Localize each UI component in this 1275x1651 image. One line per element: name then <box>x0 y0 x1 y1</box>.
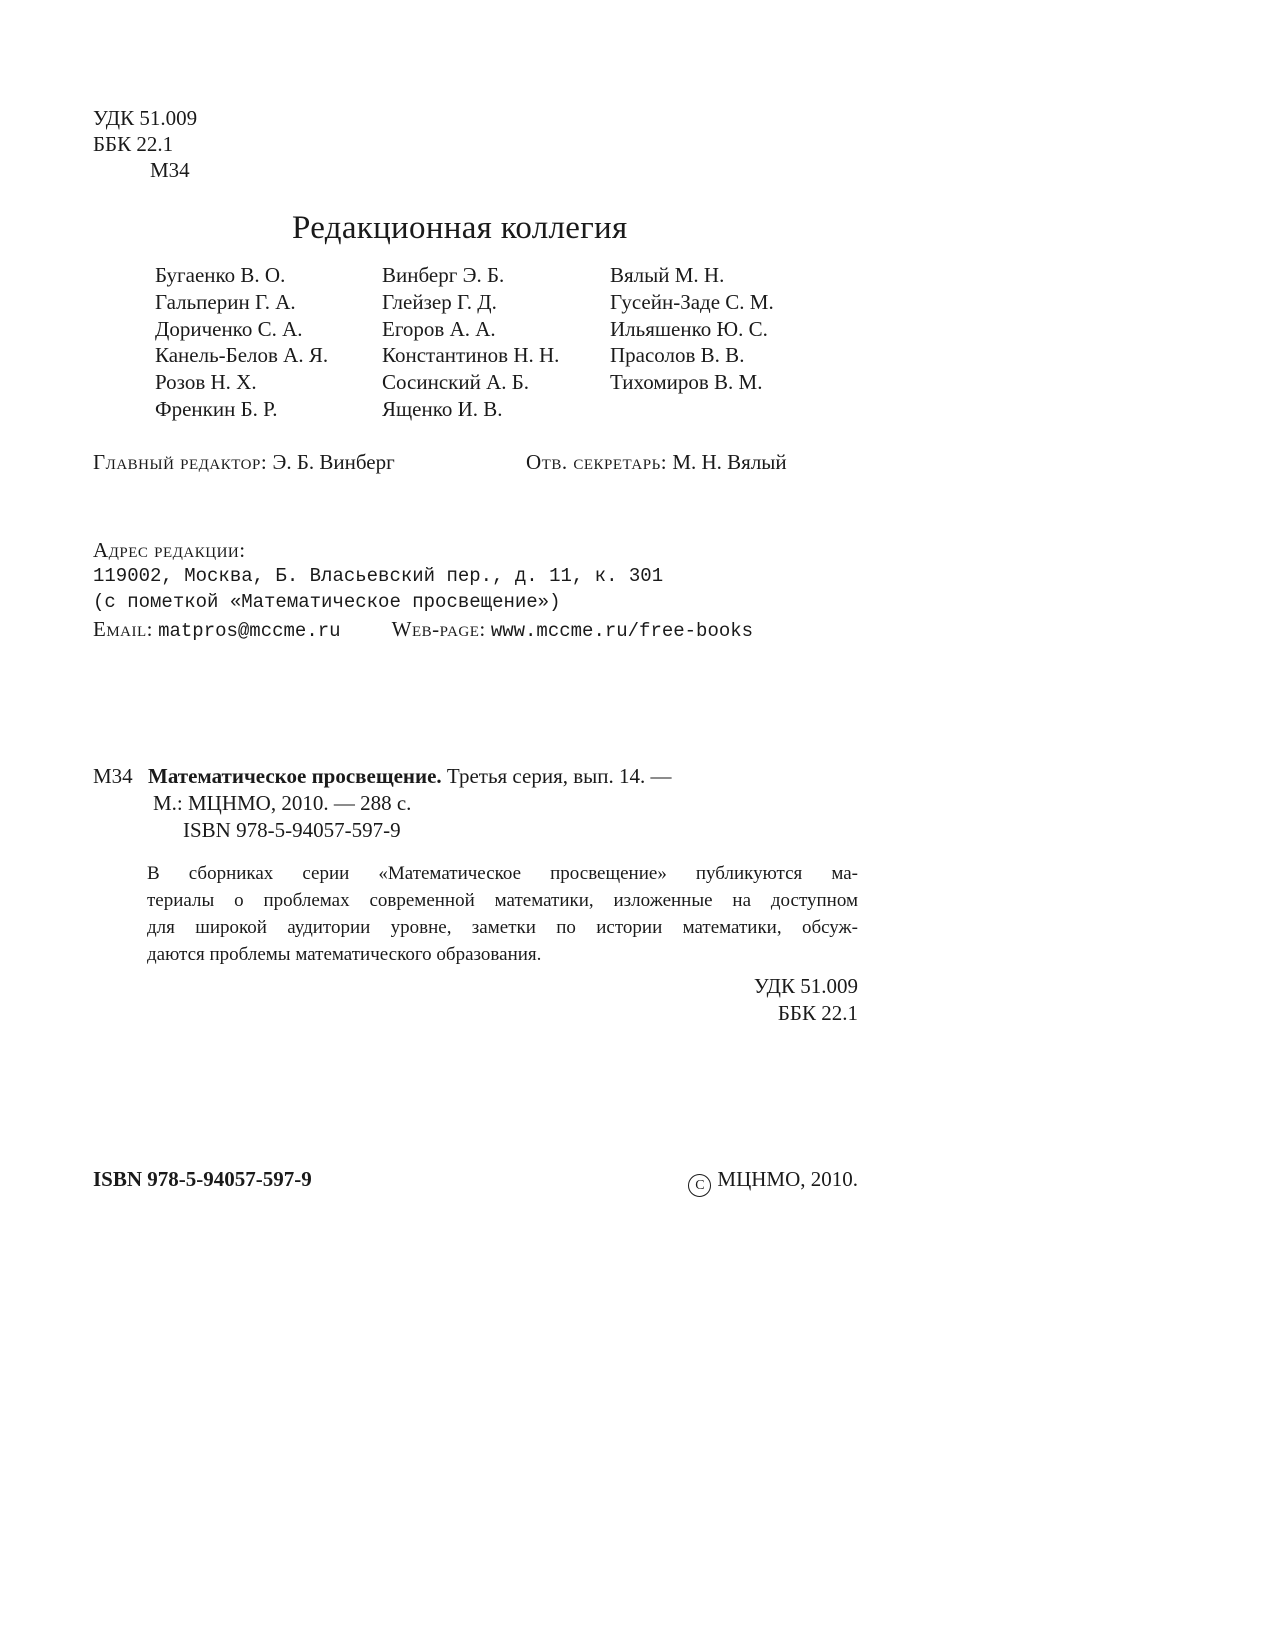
bbk-code: ББК 22.1 <box>777 1001 858 1025</box>
bbk-code: ББК 22.1 <box>93 132 174 156</box>
secretary-label: Отв. секретарь: <box>526 450 668 474</box>
copyright <box>664 1166 858 1197</box>
editor-chief <box>93 450 395 474</box>
annotation <box>147 860 858 968</box>
address-block <box>93 537 753 642</box>
biblio-series: Третья серия, вып. 14. — <box>441 764 672 788</box>
copyright-icon: C <box>688 1174 711 1197</box>
web-label: Web-page: <box>391 617 486 641</box>
address-label: Адрес редакции: <box>93 538 246 562</box>
copyright-text: МЦНМО, 2010. <box>717 1167 858 1191</box>
board-member: Бугаенко В. О. <box>155 263 286 287</box>
page-title: Редакционная коллегия <box>292 210 628 246</box>
board-column-3 <box>610 262 774 396</box>
board-member: Глейзер Г. Д. <box>382 289 497 314</box>
isbn: ISBN 978-5-94057-597-9 <box>93 1167 312 1191</box>
annotation-line: для широкой аудитории уровне, заметки по истории математики, обсуж- <box>147 917 858 938</box>
board-member: Прасолов В. В. <box>610 343 745 368</box>
board-member: Константинов Н. Н. <box>382 343 560 368</box>
annotation-line: В сборниках серии «Математическое просвещение» публикуются ма- <box>147 863 858 884</box>
biblio-title: Математическое просвещение. <box>148 764 442 788</box>
web-link[interactable]: www.mccme.ru/free-books <box>490 620 754 642</box>
editors-line <box>93 449 863 475</box>
board-member: Тихомиров В. М. <box>610 370 763 395</box>
biblio-code: М34 <box>93 764 133 788</box>
biblio-title-line <box>93 763 858 790</box>
board-member: Гусейн-Заде С. М. <box>610 289 774 314</box>
board-member: Гальперин Г. А. <box>155 289 296 314</box>
board-member: Винберг Э. Б. <box>382 263 505 287</box>
address-line: 119002, Москва, Б. Власьевский пер., д. 11, к. 301 <box>93 565 664 587</box>
board-member: Вялый М. Н. <box>610 263 725 287</box>
chief-editor-name: Э. Б. Винберг <box>272 450 395 474</box>
board-column-2 <box>382 262 559 423</box>
board-member: Розов Н. Х. <box>155 370 257 395</box>
classification-codes-bottom <box>700 973 858 1027</box>
contact-line <box>93 616 753 642</box>
secretary-name: М. Н. Вялый <box>672 450 787 474</box>
board-member: Егоров А. А. <box>382 316 496 341</box>
udk-code: УДК 51.009 <box>753 974 858 998</box>
annotation-line: даются проблемы математического образования. <box>147 944 542 965</box>
author-mark: М34 <box>150 158 190 182</box>
chief-editor-label: Главный редактор: <box>93 450 268 474</box>
board-column-1 <box>155 262 328 423</box>
email-label: Email: <box>93 617 153 641</box>
bibliographic-record <box>93 763 858 842</box>
board-member: Канель-Белов А. Я. <box>155 343 329 368</box>
board-member: Френкин Б. Р. <box>155 396 278 421</box>
editor-secretary <box>526 449 787 475</box>
board-member: Сосинский А. Б. <box>382 370 530 395</box>
biblio-isbn: ISBN 978-5-94057-597-9 <box>183 818 401 842</box>
biblio-imprint: М.: МЦНМО, 2010. — 288 с. <box>153 791 412 815</box>
board-member: Ященко И. В. <box>382 396 503 421</box>
email-link[interactable]: matpros@mccme.ru <box>158 620 341 642</box>
board-member: Дориченко С. А. <box>155 316 303 341</box>
board-member: Ильяшенко Ю. С. <box>610 316 768 341</box>
udk-code: УДК 51.009 <box>93 106 198 130</box>
classification-codes-top <box>93 105 197 183</box>
address-note: (с пометкой «Математическое просвещение») <box>93 591 561 613</box>
annotation-line: териалы о проблемах современной математики, изложенные на доступном <box>147 890 858 911</box>
